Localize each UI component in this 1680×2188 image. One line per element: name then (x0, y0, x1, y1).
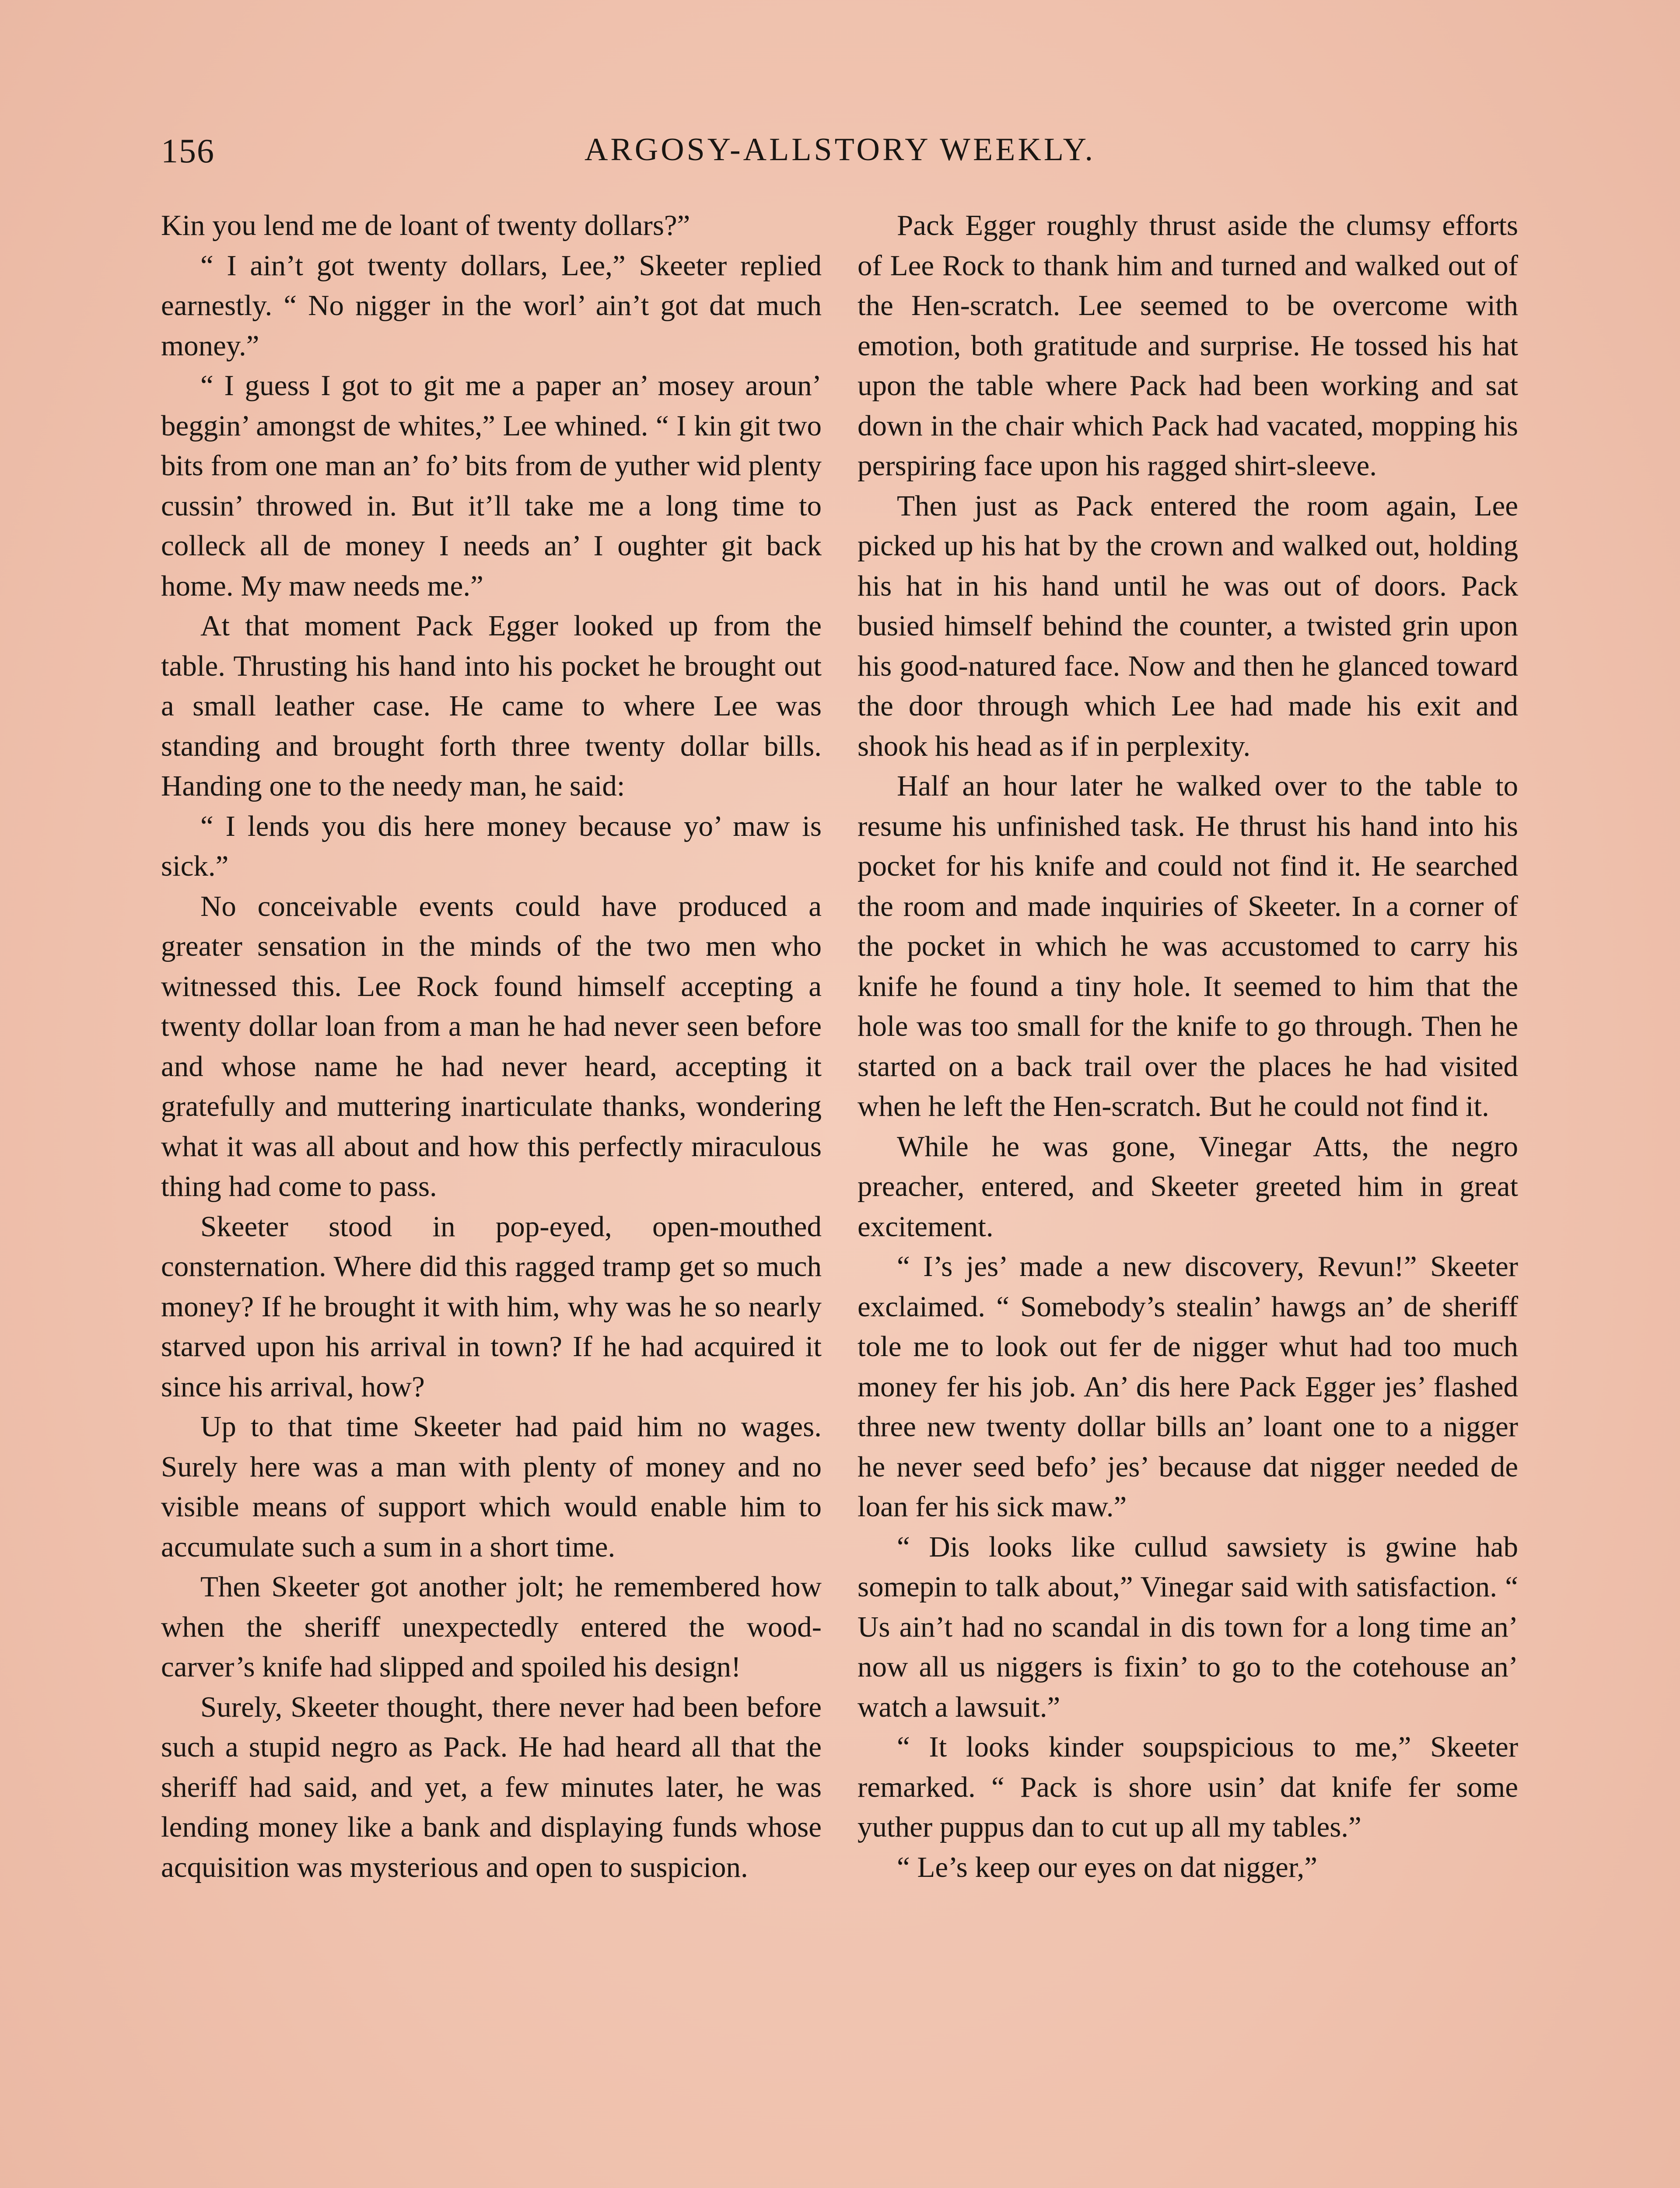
paragraph: “ I guess I got to git me a paper an’ mosey aroun’ beggin’ amongst de whites,” Lee whined. “ I kin git two bits from one man an’ fo’ bits from de yuther wid plenty cussin’ throwed in. But it’ll take me a long time to colleck all de money I needs an’ I oughter git back home. My maw needs me.” (161, 369, 822, 602)
paragraph: Half an hour later he walked over to the table to resume his unfinished task. He thrust his hand into his pocket for his knife and could not find it. He searched the room and made inquiries of Skeeter. In a corner of the pocket in which he was accustomed to carry his knife he found a tiny hole. It seemed to him that the hole was too small for the knife to go through. Then he started on a back trail over the places he had visited when he left the Hen-scratch. But he could not find it. (858, 770, 1518, 1122)
paragraph: Then Skeeter got another jolt; he remembered how when the sheriff unexpectedly entered the wood-carver’s knife had slipped and spoiled his design! (161, 1571, 822, 1683)
paragraph: At that moment Pack Egger looked up from the table. Thrusting his hand into his pocket he brought out a small leather case. He came to where Lee was standing and brought forth three twenty dollar bills. Handing one to the needy man, he said: (161, 610, 822, 802)
paragraph: Skeeter stood in pop-eyed, open-mouthed consternation. Where did this ragged tramp get so much money? If he brought it with him, why was he so nearly starved upon his arrival in town? If he had acquired it since his arrival, how? (161, 1210, 822, 1403)
page-number: 156 (161, 132, 215, 170)
paragraph: “ I’s jes’ made a new discovery, Revun!” Skeeter exclaimed. “ Somebody’s stealin’ hawgs an’ de sheriff tole me to look out fer de nigger whut had too much money fer his job. An’ dis here Pack Egger jes’ flashed three new twenty dollar bills an’ loant one to a nigger he never seed befo’ jes’ because dat nigger needed de loan fer his sick maw.” (858, 1250, 1518, 1523)
paragraph: “ It looks kinder soupspicious to me,” Skeeter remarked. “ Pack is shore usin’ dat knife fer some yuther puppus dan to cut up all my tables.” (858, 1731, 1518, 1843)
right-column (858, 206, 1518, 1887)
paragraph: Up to that time Skeeter had paid him no wages. Surely here was a man with plenty of money and no visible means of support which would enable him to accumulate such a sum in a short time. (161, 1410, 822, 1563)
running-title: ARGOSY-ALLSTORY WEEKLY. (584, 132, 1096, 168)
page-header (161, 131, 1519, 184)
paragraph: “ Le’s keep our eyes on dat nigger,” (897, 1851, 1317, 1883)
paragraph: “ I lends you dis here money because yo’ maw is sick.” (161, 810, 822, 882)
paragraph: Pack Egger roughly thrust aside the clumsy efforts of Lee Rock to thank him and turned and walked out of the Hen-scratch. Lee seemed to be overcome with emotion, both gratitude and surprise. He tossed his hat upon the table where Pack had been working and sat down in the chair which Pack had vacated, mopping his perspiring face upon his ragged shirt-sleeve. (858, 209, 1518, 482)
paragraph: Surely, Skeeter thought, there never had been before such a stupid negro as Pack. He had heard all that the sheriff had said, and yet, a few minutes later, he was lending money like a bank and displaying funds whose acquisition was mysterious and open to suspicion. (161, 1690, 822, 1883)
paragraph: “ I ain’t got twenty dollars, Lee,” Skeeter replied earnestly. “ No nigger in the worl’ ain’t got dat much money.” (161, 249, 822, 362)
paragraph: While he was gone, Vinegar Atts, the negro preacher, entered, and Skeeter greeted him in great excitement. (858, 1130, 1518, 1243)
paragraph: Kin you lend me de loant of twenty dollars?” (161, 209, 690, 242)
paragraph: “ Dis looks like cullud sawsiety is gwine hab somepin to talk about,” Vinegar said with satisfaction. “ Us ain’t had no scandal in dis town for a long time an’ now all us niggers is fixin’ to go to the cotehouse an’ watch a lawsuit.” (858, 1530, 1518, 1723)
left-column (161, 206, 822, 1887)
paragraph: No conceivable events could have produced a greater sensation in the minds of the two men who witnessed this. Lee Rock found himself accepting a twenty dollar loan from a man he had never seen before and whose name he had never heard, accepting it gratefully and muttering inarticulate thanks, wondering what it was all about and how this perfectly miraculous thing had come to pass. (161, 890, 822, 1203)
paragraph: Then just as Pack entered the room again, Lee picked up his hat by the crown and walked out, holding his hat in his hand until he was out of doors. Pack busied himself behind the counter, a twisted grin upon his good-natured face. Now and then he glanced toward the door through which Lee had made his exit and shook his head as if in perplexity. (858, 489, 1518, 762)
